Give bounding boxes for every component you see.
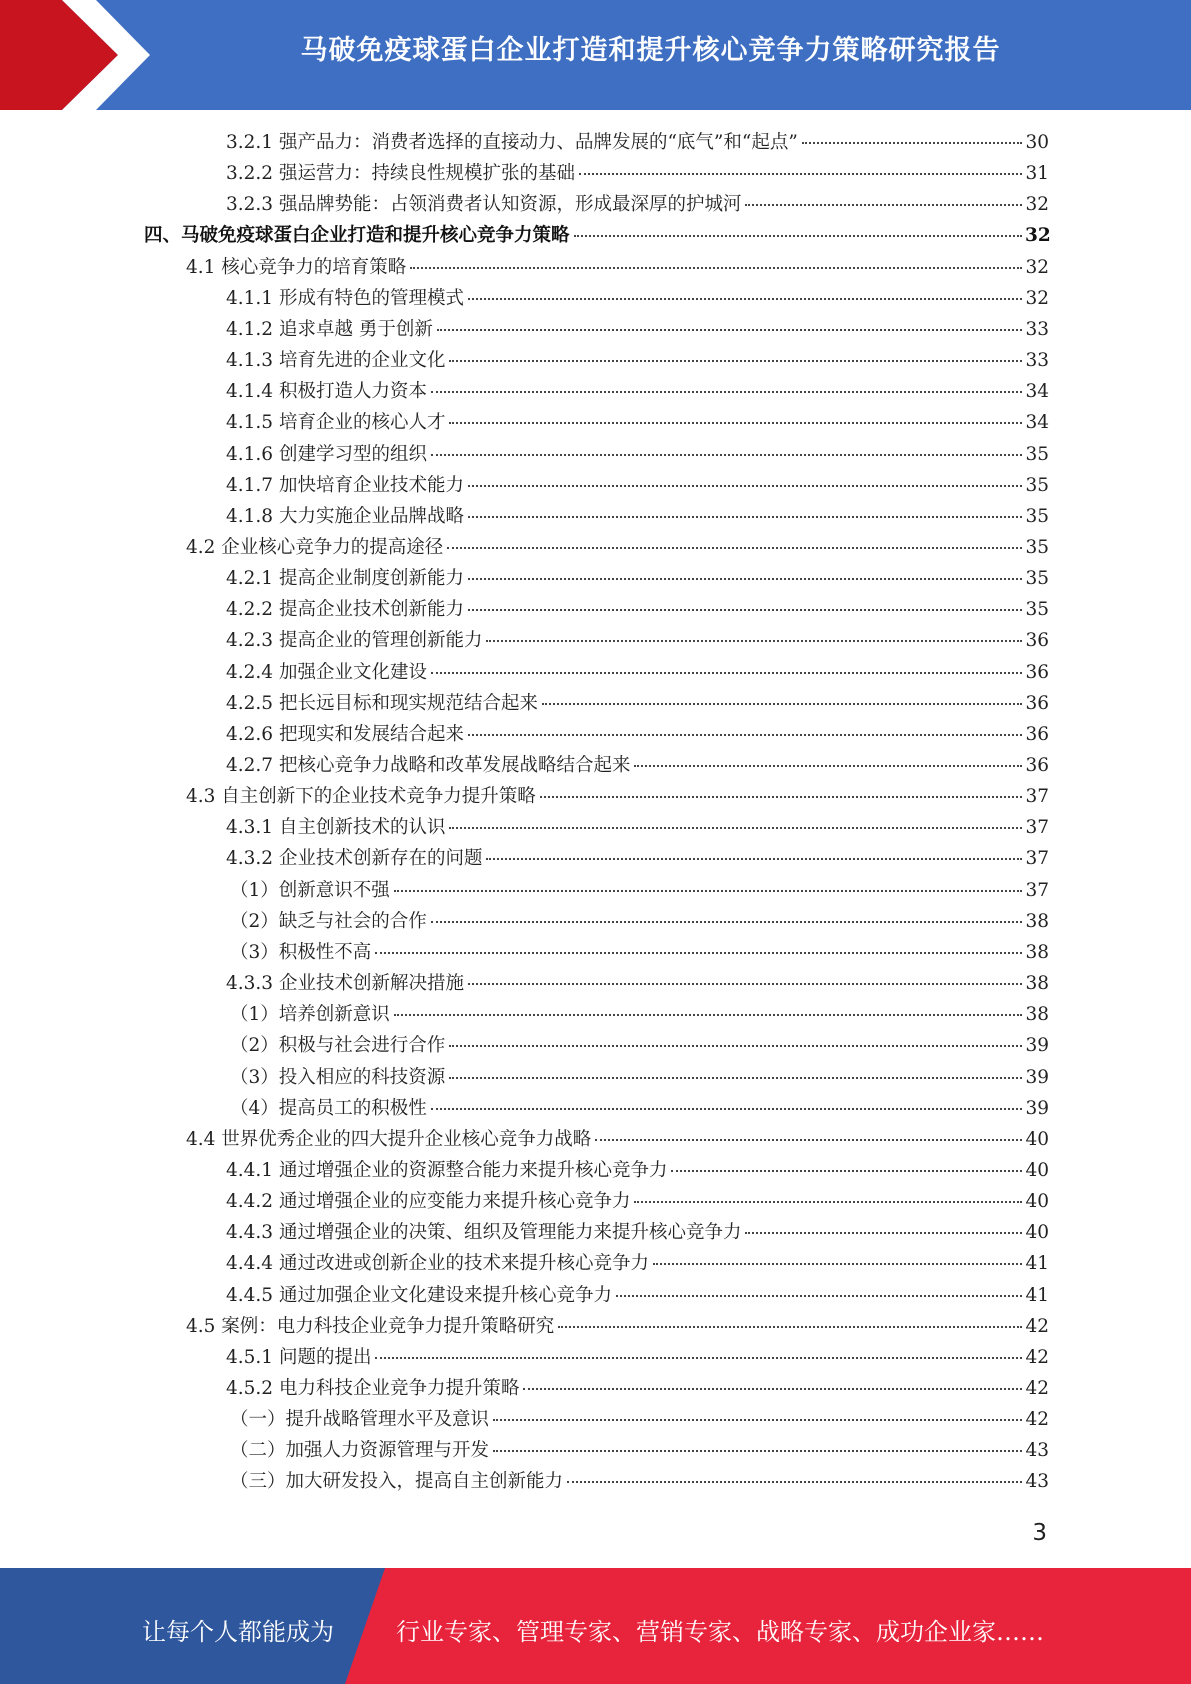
toc-entry-title: 4.1.1 形成有特色的管理模式 — [226, 287, 464, 309]
toc-dot-leader — [447, 547, 1022, 549]
toc-dot-leader — [671, 1170, 1022, 1172]
toc-dot-leader — [540, 796, 1022, 798]
toc-entry-title: 4.4.2 通过增强企业的应变能力来提升核心竞争力 — [226, 1191, 631, 1213]
toc-entry[interactable] — [226, 284, 1049, 315]
toc-entry-page: 35 — [1025, 568, 1049, 590]
toc-dot-leader — [653, 1263, 1022, 1265]
toc-entry[interactable] — [226, 159, 1049, 190]
toc-entry-page: 38 — [1025, 941, 1049, 963]
toc-dot-leader — [468, 298, 1022, 300]
toc-entry[interactable] — [226, 689, 1049, 720]
toc-entry-title: （4）提高员工的积极性 — [230, 1097, 427, 1119]
toc-entry[interactable] — [226, 1187, 1049, 1218]
toc-entry[interactable] — [230, 1031, 1049, 1062]
toc-entry[interactable] — [226, 408, 1049, 439]
toc-entry[interactable] — [226, 502, 1049, 533]
toc-entry[interactable] — [226, 751, 1049, 782]
toc-dot-leader — [468, 609, 1022, 611]
toc-dot-leader — [558, 1326, 1022, 1328]
toc-entry-title: 4.3.1 自主创新技术的认识 — [226, 817, 446, 839]
toc-entry-page: 32 — [1025, 225, 1051, 247]
toc-entry[interactable] — [230, 1467, 1049, 1498]
toc-entry-title: （一）提升战略管理水平及意识 — [230, 1409, 490, 1431]
toc-entry-page: 35 — [1025, 536, 1049, 558]
report-title: 马破免疫球蛋白企业打造和提升核心竞争力策略研究报告 — [300, 35, 1001, 66]
toc-entry-page: 36 — [1025, 723, 1049, 745]
toc-entry-page: 30 — [1025, 132, 1049, 153]
toc-dot-leader — [394, 890, 1022, 892]
toc-entry[interactable] — [230, 907, 1049, 938]
toc-entry-page: 31 — [1025, 163, 1049, 185]
toc-dot-leader — [468, 578, 1022, 580]
toc-entry[interactable] — [186, 533, 1049, 564]
toc-entry-title: 4.2 企业核心竞争力的提高途径 — [186, 536, 444, 558]
toc-dot-leader — [468, 516, 1022, 518]
toc-entry-title: 4.3.2 企业技术创新存在的问题 — [226, 848, 483, 870]
toc-dot-leader — [449, 1077, 1022, 1079]
toc-entry-page: 41 — [1025, 1253, 1049, 1275]
toc-dot-leader — [431, 1108, 1022, 1110]
toc-entry[interactable] — [186, 1125, 1049, 1156]
toc-entry-title: （2）缺乏与社会的合作 — [230, 910, 427, 932]
toc-entry-title: （2）积极与社会进行合作 — [230, 1035, 446, 1057]
toc-dot-leader — [375, 952, 1022, 954]
toc-entry-page: 41 — [1025, 1284, 1049, 1306]
toc-entry-page: 32 — [1025, 287, 1049, 309]
toc-entry[interactable] — [226, 813, 1049, 844]
toc-entry-title: 4.1.3 培育先进的企业文化 — [226, 350, 446, 372]
toc-entry-page: 39 — [1025, 1097, 1049, 1119]
toc-entry-title: 4.1.5 培育企业的核心人才 — [226, 412, 446, 434]
toc-dot-leader — [431, 672, 1022, 674]
toc-entry[interactable] — [226, 969, 1049, 1000]
toc-entry-title: 3.2.2 强运营力：持续良性规模扩张的基础 — [226, 163, 575, 185]
toc-entry-title: （1）培养创新意识 — [230, 1004, 390, 1026]
toc-entry[interactable] — [226, 346, 1049, 377]
toc-entry[interactable] — [230, 1094, 1049, 1125]
toc-entry-page: 39 — [1025, 1035, 1049, 1057]
toc-entry-title: 4.4.1 通过增强企业的资源整合能力来提升核心竞争力 — [226, 1159, 668, 1181]
toc-entry-page: 38 — [1025, 910, 1049, 932]
toc-entry[interactable] — [230, 1436, 1049, 1467]
toc-entry[interactable] — [226, 564, 1049, 595]
toc-entry-title: 4.4.4 通过改进或创新企业的技术来提升核心竞争力 — [226, 1253, 649, 1275]
toc-entry-page: 32 — [1025, 194, 1049, 216]
toc-dot-leader — [634, 765, 1022, 767]
toc-dot-leader — [468, 734, 1022, 736]
toc-dot-leader — [449, 827, 1022, 829]
toc-entry-title: 4.3 自主创新下的企业技术竞争力提升策略 — [186, 786, 536, 808]
toc-entry[interactable] — [226, 658, 1049, 689]
toc-dot-leader — [431, 391, 1022, 393]
toc-entry[interactable] — [226, 1343, 1049, 1374]
toc-entry-page: 38 — [1025, 973, 1049, 995]
toc-entry[interactable] — [226, 1218, 1049, 1249]
toc-dot-leader — [493, 1450, 1022, 1452]
toc-dot-leader — [468, 983, 1022, 985]
toc-entry-page: 42 — [1025, 1378, 1049, 1399]
toc-entry-title: 4.3.3 企业技术创新解决措施 — [226, 973, 464, 995]
footer-slogan-left: 让每个人都能成为 — [142, 1618, 334, 1646]
toc-entry-page: 40 — [1025, 1222, 1049, 1244]
toc-entry-title: （3）积极性不高 — [230, 941, 372, 963]
toc-dot-leader — [449, 422, 1022, 424]
footer-slogan-right: 行业专家、管理专家、营销专家、战略专家、成功企业家…… — [396, 1618, 1044, 1646]
toc-entry-title: 四、马破免疫球蛋白企业打造和提升核心竞争力策略 — [144, 225, 570, 247]
toc-entry-page: 33 — [1025, 318, 1049, 340]
toc-entry-page: 36 — [1025, 755, 1049, 776]
toc-entry-title: 3.2.3 强品牌势能：占领消费者认知资源，形成最深厚的护城河 — [226, 194, 742, 216]
toc-entry-page: 40 — [1025, 1128, 1049, 1150]
toc-entry-title: 4.1.2 追求卓越 勇于创新 — [226, 318, 433, 340]
toc-entry[interactable] — [230, 876, 1049, 907]
toc-entry-page: 37 — [1025, 879, 1049, 901]
toc-entry[interactable] — [226, 1156, 1049, 1187]
toc-dot-leader — [410, 267, 1022, 269]
toc-entry-title: 4.1.6 创建学习型的组织 — [226, 443, 427, 465]
toc-entry-title: 4.2.1 提高企业制度创新能力 — [226, 568, 464, 590]
toc-entry-page: 36 — [1025, 661, 1049, 683]
toc-dot-leader — [437, 329, 1022, 331]
toc-entry-page: 33 — [1025, 350, 1049, 372]
toc-entry-page: 37 — [1025, 848, 1049, 870]
toc-entry-page: 35 — [1025, 505, 1049, 527]
toc-entry-title: 4.2.7 把核心竞争力战略和改革发展战略结合起来 — [226, 755, 631, 776]
toc-entry[interactable] — [226, 128, 1049, 159]
toc-entry-title: 4.2.2 提高企业技术创新能力 — [226, 599, 464, 621]
toc-entry-page: 43 — [1025, 1471, 1049, 1493]
toc-entry-title: 4.1 核心竞争力的培育策略 — [186, 256, 407, 278]
toc-dot-leader — [449, 360, 1022, 362]
toc-entry[interactable] — [186, 782, 1049, 813]
toc-entry-page: 39 — [1025, 1066, 1049, 1088]
toc-entry-page: 42 — [1025, 1346, 1049, 1368]
toc-entry-title: 3.2.1 强产品力：消费者选择的直接动力、品牌发展的“底气”和“起点” — [226, 132, 798, 153]
toc-dot-leader — [394, 1014, 1022, 1016]
toc-entry[interactable] — [144, 221, 1049, 252]
toc-dot-leader — [431, 921, 1022, 923]
toc-entry[interactable] — [186, 1312, 1049, 1343]
toc-dot-leader — [486, 858, 1022, 860]
toc-entry-page: 40 — [1025, 1191, 1049, 1213]
toc-dot-leader — [616, 1295, 1022, 1297]
toc-entry-title: 4.4.3 通过增强企业的决策、组织及管理能力来提升核心竞争力 — [226, 1222, 742, 1244]
toc-entry[interactable] — [226, 471, 1049, 502]
toc-dot-leader — [745, 204, 1022, 206]
toc-dot-leader — [486, 640, 1022, 642]
toc-entry-title: 4.1.4 积极打造人力资本 — [226, 381, 427, 403]
toc-entry-page: 32 — [1025, 256, 1049, 278]
toc-entry-title: （1）创新意识不强 — [230, 879, 390, 901]
toc-entry-page: 42 — [1025, 1315, 1049, 1337]
toc-entry[interactable] — [226, 190, 1049, 221]
toc-entry-title: （三）加大研发投入，提高自主创新能力 — [230, 1471, 564, 1493]
toc-entry[interactable] — [230, 1000, 1049, 1031]
toc-entry[interactable] — [226, 1374, 1049, 1405]
page-header — [0, 0, 1191, 110]
toc-entry[interactable] — [226, 440, 1049, 471]
toc-dot-leader — [574, 235, 1022, 237]
toc-entry-title: 4.5.1 问题的提出 — [226, 1346, 372, 1368]
toc-dot-leader — [431, 454, 1022, 456]
toc-entry-title: 4.4 世界优秀企业的四大提升企业核心竞争力战略 — [186, 1128, 592, 1150]
toc-entry-page: 40 — [1025, 1159, 1049, 1181]
toc-dot-leader — [634, 1201, 1022, 1203]
toc-entry[interactable] — [230, 1405, 1049, 1436]
toc-entry[interactable] — [226, 720, 1049, 751]
page-number: 3 — [1032, 1520, 1047, 1546]
toc-entry-page: 38 — [1025, 1004, 1049, 1026]
toc-entry-title: 4.2.6 把现实和发展结合起来 — [226, 723, 464, 745]
page-footer — [0, 1568, 1191, 1684]
toc-entry[interactable] — [226, 626, 1049, 657]
toc-entry-page: 35 — [1025, 474, 1049, 496]
toc-entry-page: 36 — [1025, 630, 1049, 652]
toc-entry-page: 37 — [1025, 817, 1049, 839]
toc-entry[interactable] — [226, 377, 1049, 408]
toc-dot-leader — [567, 1481, 1022, 1483]
toc-entry-page: 43 — [1025, 1440, 1049, 1462]
toc-entry-title: 4.1.8 大力实施企业品牌战略 — [226, 505, 464, 527]
toc-entry[interactable] — [226, 595, 1049, 626]
toc-entry-title: 4.2.3 提高企业的管理创新能力 — [226, 630, 483, 652]
toc-entry[interactable] — [226, 315, 1049, 346]
toc-dot-leader — [542, 703, 1022, 705]
toc-entry[interactable] — [230, 1063, 1049, 1094]
toc-entry-page: 37 — [1025, 786, 1049, 808]
toc-entry-page: 35 — [1025, 443, 1049, 465]
toc-entry-page: 42 — [1025, 1409, 1049, 1431]
toc-entry-title: 4.5.2 电力科技企业竞争力提升策略 — [226, 1378, 520, 1399]
toc-entry-title: 4.2.4 加强企业文化建设 — [226, 661, 427, 683]
toc-dot-leader — [802, 142, 1022, 144]
toc-dot-leader — [449, 1045, 1022, 1047]
toc-entry[interactable] — [230, 938, 1049, 969]
toc-dot-leader — [468, 485, 1022, 487]
toc-dot-leader — [523, 1388, 1022, 1390]
toc-entry[interactable] — [226, 844, 1049, 875]
toc-entry[interactable] — [186, 253, 1049, 284]
toc-entry-page: 34 — [1025, 412, 1049, 434]
toc-dot-leader — [579, 173, 1022, 175]
toc-entry-page: 36 — [1025, 692, 1049, 714]
toc-dot-leader — [595, 1139, 1022, 1141]
toc-entry-title: 4.1.7 加快培育企业技术能力 — [226, 474, 464, 496]
toc-dot-leader — [375, 1357, 1022, 1359]
toc-entry-title: （二）加强人力资源管理与开发 — [230, 1440, 490, 1462]
toc-entry-page: 34 — [1025, 381, 1049, 403]
toc-entry-title: 4.4.5 通过加强企业文化建设来提升核心竞争力 — [226, 1284, 612, 1306]
toc-entry-page: 35 — [1025, 599, 1049, 621]
toc-entry[interactable] — [226, 1281, 1049, 1312]
toc-entry-title: 4.2.5 把长远目标和现实规范结合起来 — [226, 692, 538, 714]
toc-dot-leader — [493, 1419, 1022, 1421]
toc-entry-title: （3）投入相应的科技资源 — [230, 1066, 446, 1088]
toc-dot-leader — [745, 1232, 1022, 1234]
toc-entry[interactable] — [226, 1249, 1049, 1280]
toc-entry-title: 4.5 案例：电力科技企业竞争力提升策略研究 — [186, 1315, 555, 1337]
